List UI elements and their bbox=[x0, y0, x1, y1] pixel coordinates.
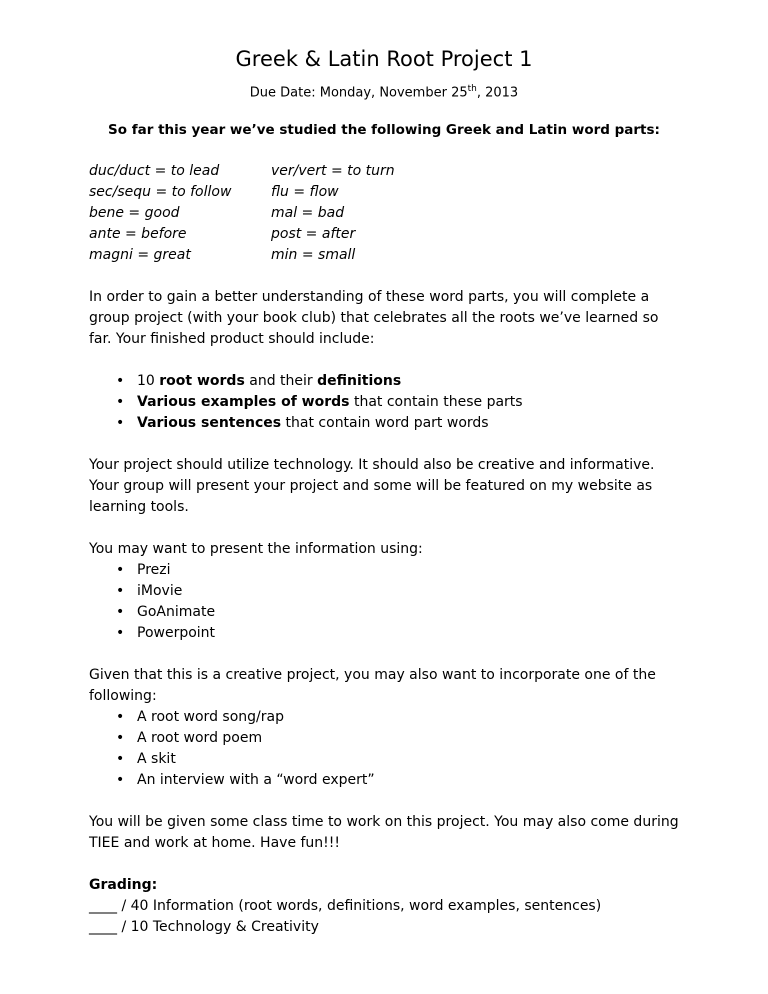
root-entry: flu = flow bbox=[271, 184, 339, 200]
list-item: • An interview with a “word expert” bbox=[137, 770, 375, 791]
technology-paragraph: Your project should utilize technology. It should also be creative and informative. Your group will present your project and some will be featured on my website as learning tools. bbox=[89, 457, 655, 515]
bullet-icon: • bbox=[116, 709, 125, 725]
bullet-icon: • bbox=[116, 730, 125, 746]
list-item: • Prezi bbox=[137, 560, 215, 581]
due-date-superscript: th bbox=[467, 84, 477, 94]
class-time-paragraph: You will be given some class time to work on this project. You may also come during TIEE and work at home. Have fun!!! bbox=[89, 814, 679, 851]
grading-line: ____ / 10 Technology & Creativity bbox=[89, 919, 319, 935]
list-item: • 10 root words and their definitions bbox=[137, 371, 523, 392]
bullet-icon: • bbox=[116, 415, 125, 431]
grading-line: ____ / 40 Information (root words, definitions, word examples, sentences) bbox=[89, 898, 602, 914]
page-title: Greek & Latin Root Project 1 bbox=[235, 47, 533, 71]
list-item: • GoAnimate bbox=[137, 602, 215, 623]
bullet-icon: • bbox=[116, 604, 125, 620]
bullet-icon: • bbox=[116, 394, 125, 410]
due-date-text: Due Date: Monday, November 25 bbox=[249, 85, 468, 101]
bullet-icon: • bbox=[116, 562, 125, 578]
bullet-icon: • bbox=[116, 583, 125, 599]
root-entry: sec/sequ = to follow bbox=[89, 184, 232, 200]
intro-heading: So far this year we’ve studied the following Greek and Latin word parts: bbox=[108, 122, 660, 138]
root-entry: post = after bbox=[271, 226, 356, 242]
list-item: • A skit bbox=[137, 749, 375, 770]
grading-section bbox=[89, 875, 684, 938]
tools-list bbox=[116, 560, 216, 644]
root-entry: duc/duct = to lead bbox=[89, 163, 220, 179]
root-entry: ante = before bbox=[89, 226, 187, 242]
grading-heading: Grading: bbox=[89, 877, 158, 893]
bullet-icon: • bbox=[116, 772, 125, 788]
root-entry: bene = good bbox=[89, 205, 180, 221]
root-entry: ver/vert = to turn bbox=[271, 163, 395, 179]
list-item: • Various sentences that contain word part words bbox=[137, 413, 523, 434]
roots-column-right bbox=[271, 161, 395, 266]
due-date bbox=[0, 80, 768, 102]
requirements-list bbox=[116, 371, 523, 434]
root-entry: min = small bbox=[271, 247, 356, 263]
bullet-icon: • bbox=[116, 751, 125, 767]
list-item: • Various examples of words that contain these parts bbox=[137, 392, 523, 413]
list-item: • A root word poem bbox=[137, 728, 375, 749]
list-item: • Powerpoint bbox=[137, 623, 215, 644]
root-entry: magni = great bbox=[89, 247, 191, 263]
bullet-icon: • bbox=[116, 625, 125, 641]
instructions-paragraph: In order to gain a better understanding of these word parts, you will complete a group project (with your book club) that celebrates all the roots we’ve learned so far. Your finished product should include: bbox=[89, 289, 659, 347]
list-item: • A root word song/rap bbox=[137, 707, 375, 728]
bullet-icon: • bbox=[116, 373, 125, 389]
creative-paragraph: Given that this is a creative project, you may also want to incorporate one of the following: bbox=[89, 667, 656, 704]
due-date-year: , 2013 bbox=[476, 85, 519, 101]
creative-list bbox=[116, 707, 375, 791]
present-options-heading: You may want to present the information using: bbox=[89, 541, 423, 557]
roots-column-left bbox=[89, 161, 231, 266]
list-item: • iMovie bbox=[137, 581, 215, 602]
root-entry: mal = bad bbox=[271, 205, 345, 221]
